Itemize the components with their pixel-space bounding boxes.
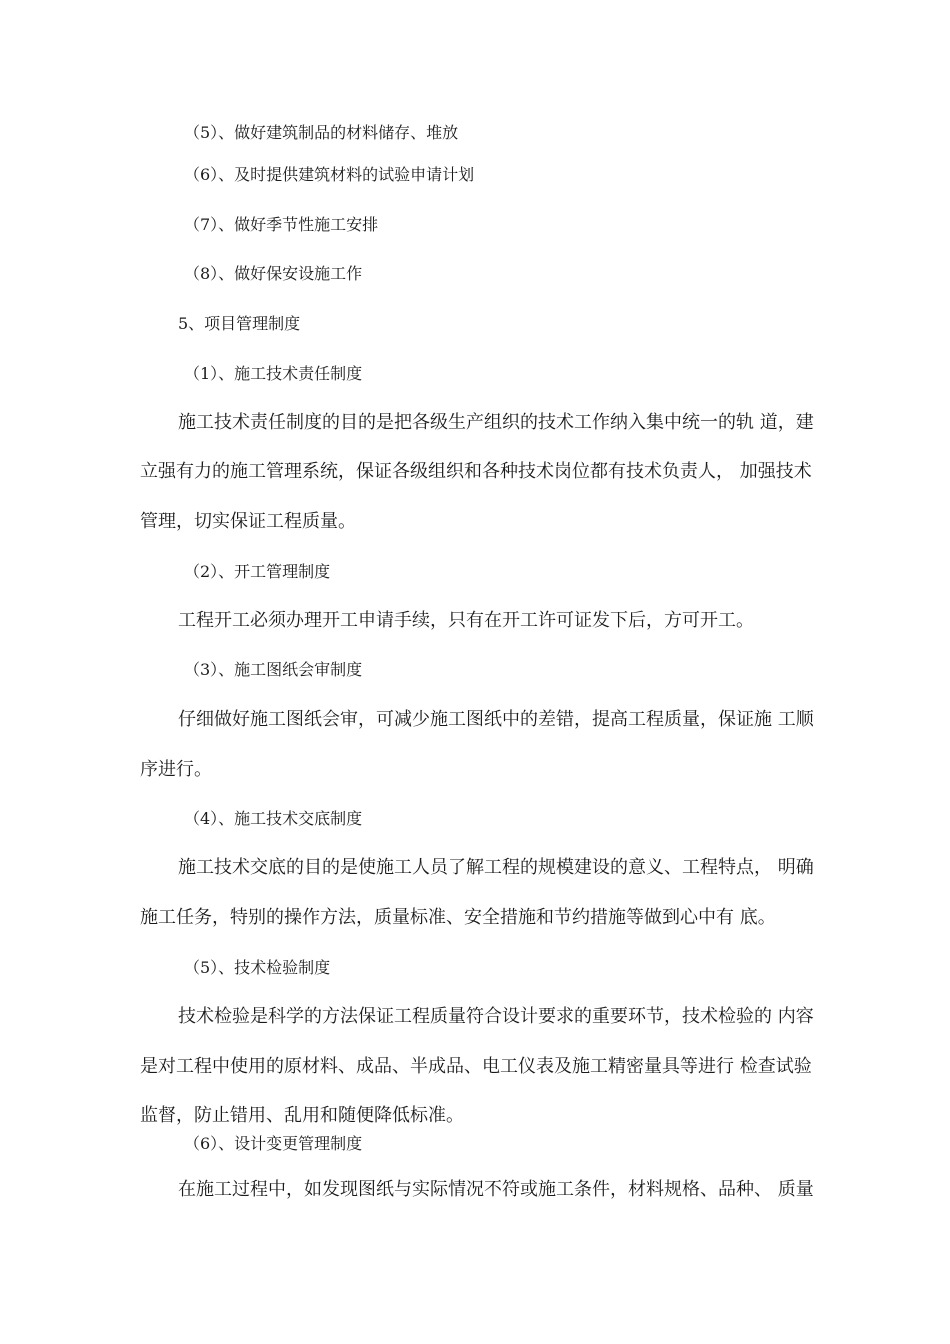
subsection-title-2: （2）、开工管理制度: [184, 562, 331, 581]
subsection-title-5: （5）、技术检验制度: [184, 958, 331, 977]
section-heading: 5、项目管理制度: [178, 314, 301, 333]
subsection-title-4: （4）、施工技术交底制度: [184, 809, 363, 828]
paragraph-line: 是对工程中使用的原材料、成品、半成品、电工仪表及施工精密量具等进行 检查试验: [140, 1056, 812, 1077]
list-item-5: （5）、做好建筑制品的材料储存、堆放: [184, 123, 459, 142]
list-item-6: （6）、及时提供建筑材料的试验申请计划: [184, 165, 475, 184]
paragraph-line: 施工任务，特别的操作方法，质量标准、安全措施和节约措施等做到心中有 底。: [140, 907, 776, 928]
subsection-title-3: （3）、施工图纸会审制度: [184, 660, 363, 679]
paragraph-line: 序进行。: [140, 759, 212, 780]
paragraph-line: 管理，切实保证工程质量。: [140, 511, 356, 532]
list-item-7: （7）、做好季节性施工安排: [184, 215, 379, 234]
paragraph-line: 工程开工必须办理开工申请手续，只有在开工许可证发下后，方可开工。: [178, 610, 754, 631]
paragraph-line: 仔细做好施工图纸会审，可减少施工图纸中的差错，提高工程质量，保证施 工顺: [178, 709, 814, 730]
list-item-8: （8）、做好保安设施工作: [184, 264, 363, 283]
paragraph-line: 施工技术交底的目的是使施工人员了解工程的规模建设的意义、工程特点， 明确: [178, 857, 814, 878]
paragraph-line: 施工技术责任制度的目的是把各级生产组织的技术工作纳入集中统一的轨 道，建: [178, 412, 814, 433]
paragraph-line: 在施工过程中，如发现图纸与实际情况不符或施工条件，材料规格、品种、 质量: [178, 1179, 814, 1200]
subsection-title-1: （1）、施工技术责任制度: [184, 364, 363, 383]
subsection-title-6: （6）、设计变更管理制度: [184, 1134, 363, 1153]
paragraph-line: 监督，防止错用、乱用和随便降低标准。: [140, 1105, 464, 1126]
paragraph-line: 立强有力的施工管理系统，保证各级组织和各种技术岗位都有技术负责人， 加强技术: [140, 461, 812, 482]
paragraph-line: 技术检验是科学的方法保证工程质量符合设计要求的重要环节，技术检验的 内容: [178, 1006, 814, 1027]
